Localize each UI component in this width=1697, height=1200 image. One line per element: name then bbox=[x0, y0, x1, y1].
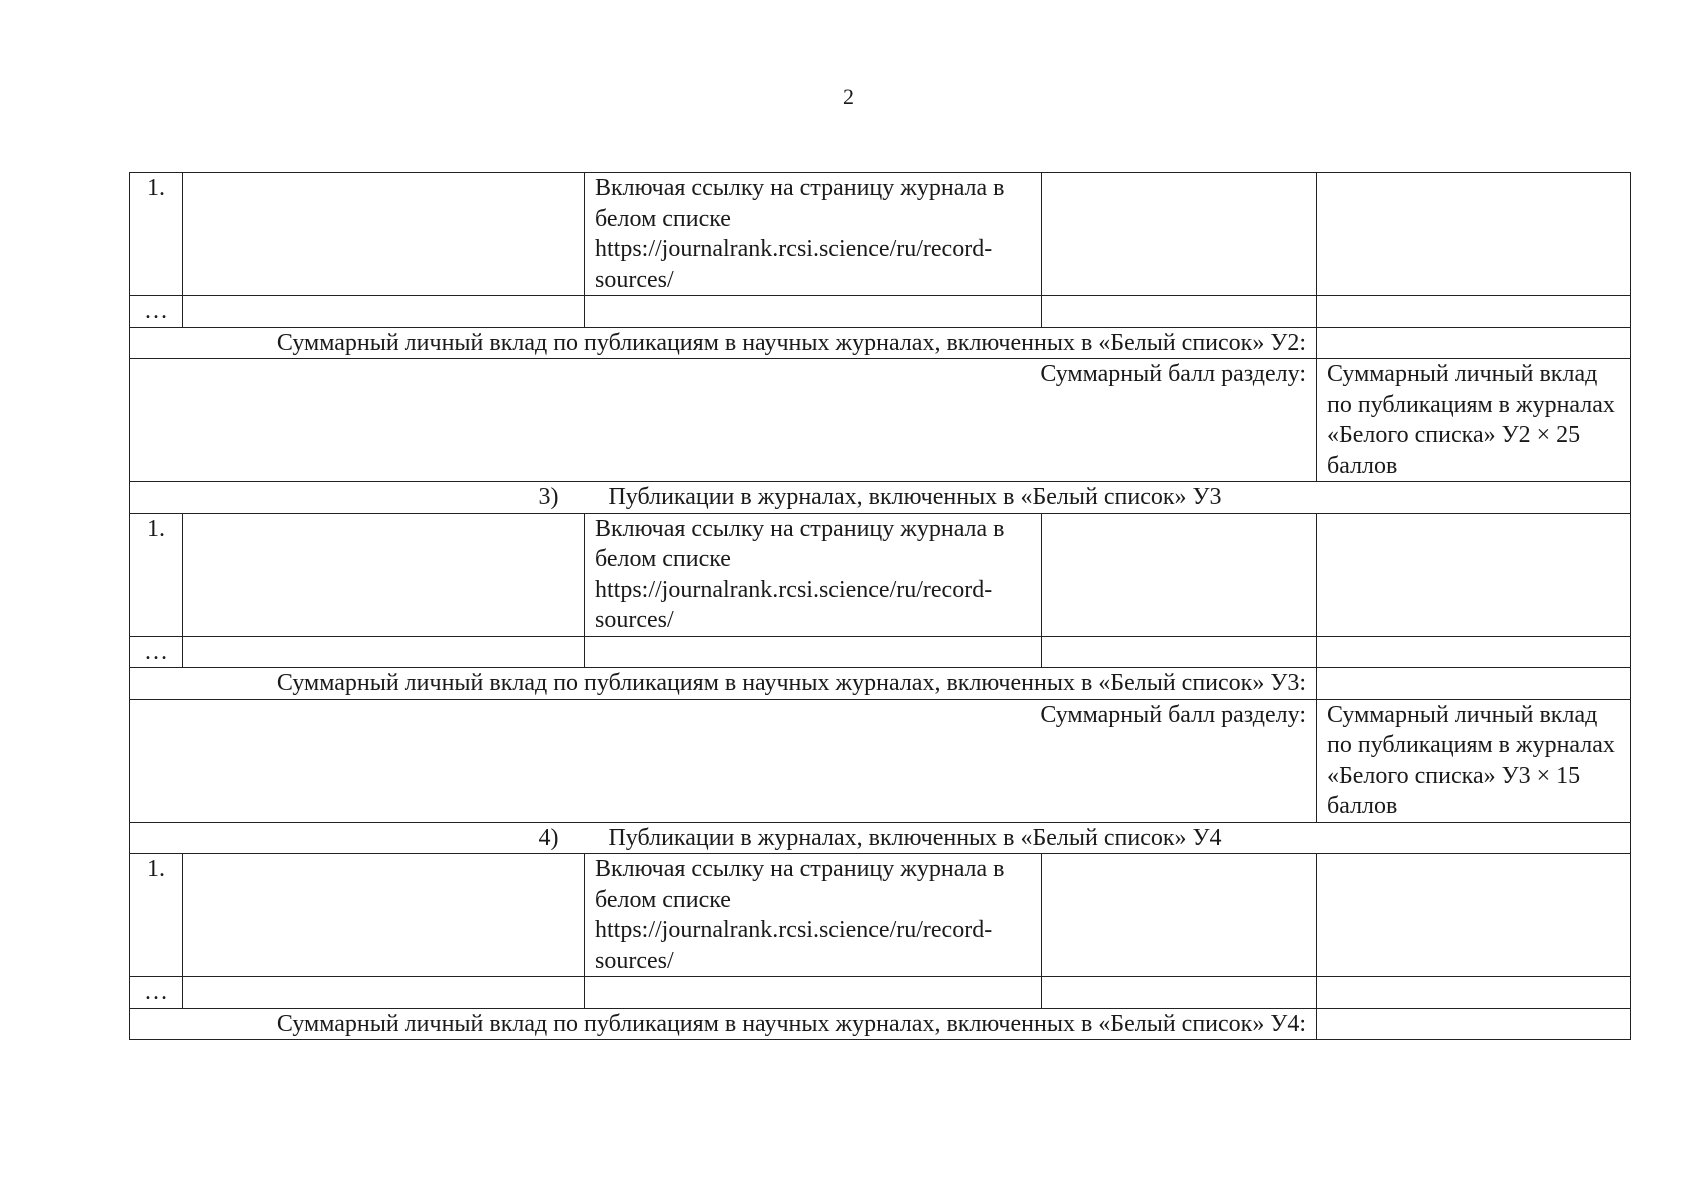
summary-label: Суммарный личный вклад по публикациям в научных журналах, включенных в «Белый список» У3: bbox=[130, 668, 1317, 700]
summary-row bbox=[130, 327, 1631, 359]
table-cell[interactable] bbox=[1042, 296, 1317, 328]
table-cell[interactable] bbox=[585, 977, 1042, 1009]
score-label: Суммарный балл разделу: bbox=[130, 699, 1317, 822]
section-heading-number: 4) bbox=[538, 824, 559, 851]
section-heading-text: Публикации в журналах, включенных в «Белый список» У3 bbox=[608, 484, 1222, 510]
section-heading bbox=[130, 482, 1631, 514]
table-row bbox=[130, 173, 1631, 296]
table-cell[interactable] bbox=[1042, 636, 1317, 668]
table-cell[interactable] bbox=[183, 854, 585, 977]
table-cell[interactable] bbox=[183, 296, 585, 328]
score-row bbox=[130, 699, 1631, 822]
table-cell[interactable] bbox=[1042, 513, 1317, 636]
table-cell[interactable] bbox=[183, 173, 585, 296]
table-cell[interactable] bbox=[1042, 173, 1317, 296]
journal-link-note: Включая ссылку на страницу журнала в белом списке https://journalrank.rcsi.science/ru/record-sources/ bbox=[585, 854, 1042, 977]
table-cell[interactable] bbox=[1317, 296, 1631, 328]
section-heading-row bbox=[130, 482, 1631, 514]
table-cell[interactable] bbox=[1042, 977, 1317, 1009]
section-heading-number: 3) bbox=[538, 484, 559, 510]
table-cell[interactable] bbox=[585, 636, 1042, 668]
row-number: 1. bbox=[130, 173, 183, 296]
score-row bbox=[130, 359, 1631, 482]
journal-link-note: Включая ссылку на страницу журнала в белом списке https://journalrank.rcsi.science/ru/record-sources/ bbox=[585, 513, 1042, 636]
table-row bbox=[130, 296, 1631, 328]
summary-value-cell[interactable] bbox=[1317, 327, 1631, 359]
row-ellipsis: … bbox=[130, 636, 183, 668]
table-cell[interactable] bbox=[183, 513, 585, 636]
summary-row bbox=[130, 668, 1631, 700]
table-row bbox=[130, 636, 1631, 668]
section-heading bbox=[130, 822, 1631, 854]
section-heading-row bbox=[130, 822, 1631, 854]
table-cell[interactable] bbox=[1317, 173, 1631, 296]
journal-link-note: Включая ссылку на страницу журнала в белом списке https://journalrank.rcsi.science/ru/record-sources/ bbox=[585, 173, 1042, 296]
table-cell[interactable] bbox=[1317, 636, 1631, 668]
summary-label: Суммарный личный вклад по публикациям в научных журналах, включенных в «Белый список» У2: bbox=[130, 327, 1317, 359]
table-row bbox=[130, 854, 1631, 977]
row-ellipsis: … bbox=[130, 977, 183, 1009]
row-number: 1. bbox=[130, 513, 183, 636]
summary-value-cell[interactable] bbox=[1317, 1008, 1631, 1040]
table-cell[interactable] bbox=[1317, 854, 1631, 977]
summary-value-cell[interactable] bbox=[1317, 668, 1631, 700]
table-cell[interactable] bbox=[1317, 977, 1631, 1009]
table-cell[interactable] bbox=[585, 296, 1042, 328]
publications-table bbox=[129, 172, 1631, 1040]
summary-label: Суммарный личный вклад по публикациям в научных журналах, включенных в «Белый список» У4: bbox=[130, 1008, 1317, 1040]
section-heading-text: Публикации в журналах, включенных в «Белый список» У4 bbox=[608, 824, 1222, 851]
table-cell[interactable] bbox=[1042, 854, 1317, 977]
table-cell[interactable] bbox=[1317, 513, 1631, 636]
table-cell[interactable] bbox=[183, 977, 585, 1009]
table-row bbox=[130, 513, 1631, 636]
row-number: 1. bbox=[130, 854, 183, 977]
page-number: 2 bbox=[843, 84, 854, 109]
row-ellipsis: … bbox=[130, 296, 183, 328]
score-label: Суммарный балл разделу: bbox=[130, 359, 1317, 482]
summary-row bbox=[130, 1008, 1631, 1040]
score-formula: Суммарный личный вклад по публикациям в журналах «Белого списка» У3 × 15 баллов bbox=[1317, 699, 1631, 822]
table-cell[interactable] bbox=[183, 636, 585, 668]
table-row bbox=[130, 977, 1631, 1009]
score-formula: Суммарный личный вклад по публикациям в журналах «Белого списка» У2 × 25 баллов bbox=[1317, 359, 1631, 482]
